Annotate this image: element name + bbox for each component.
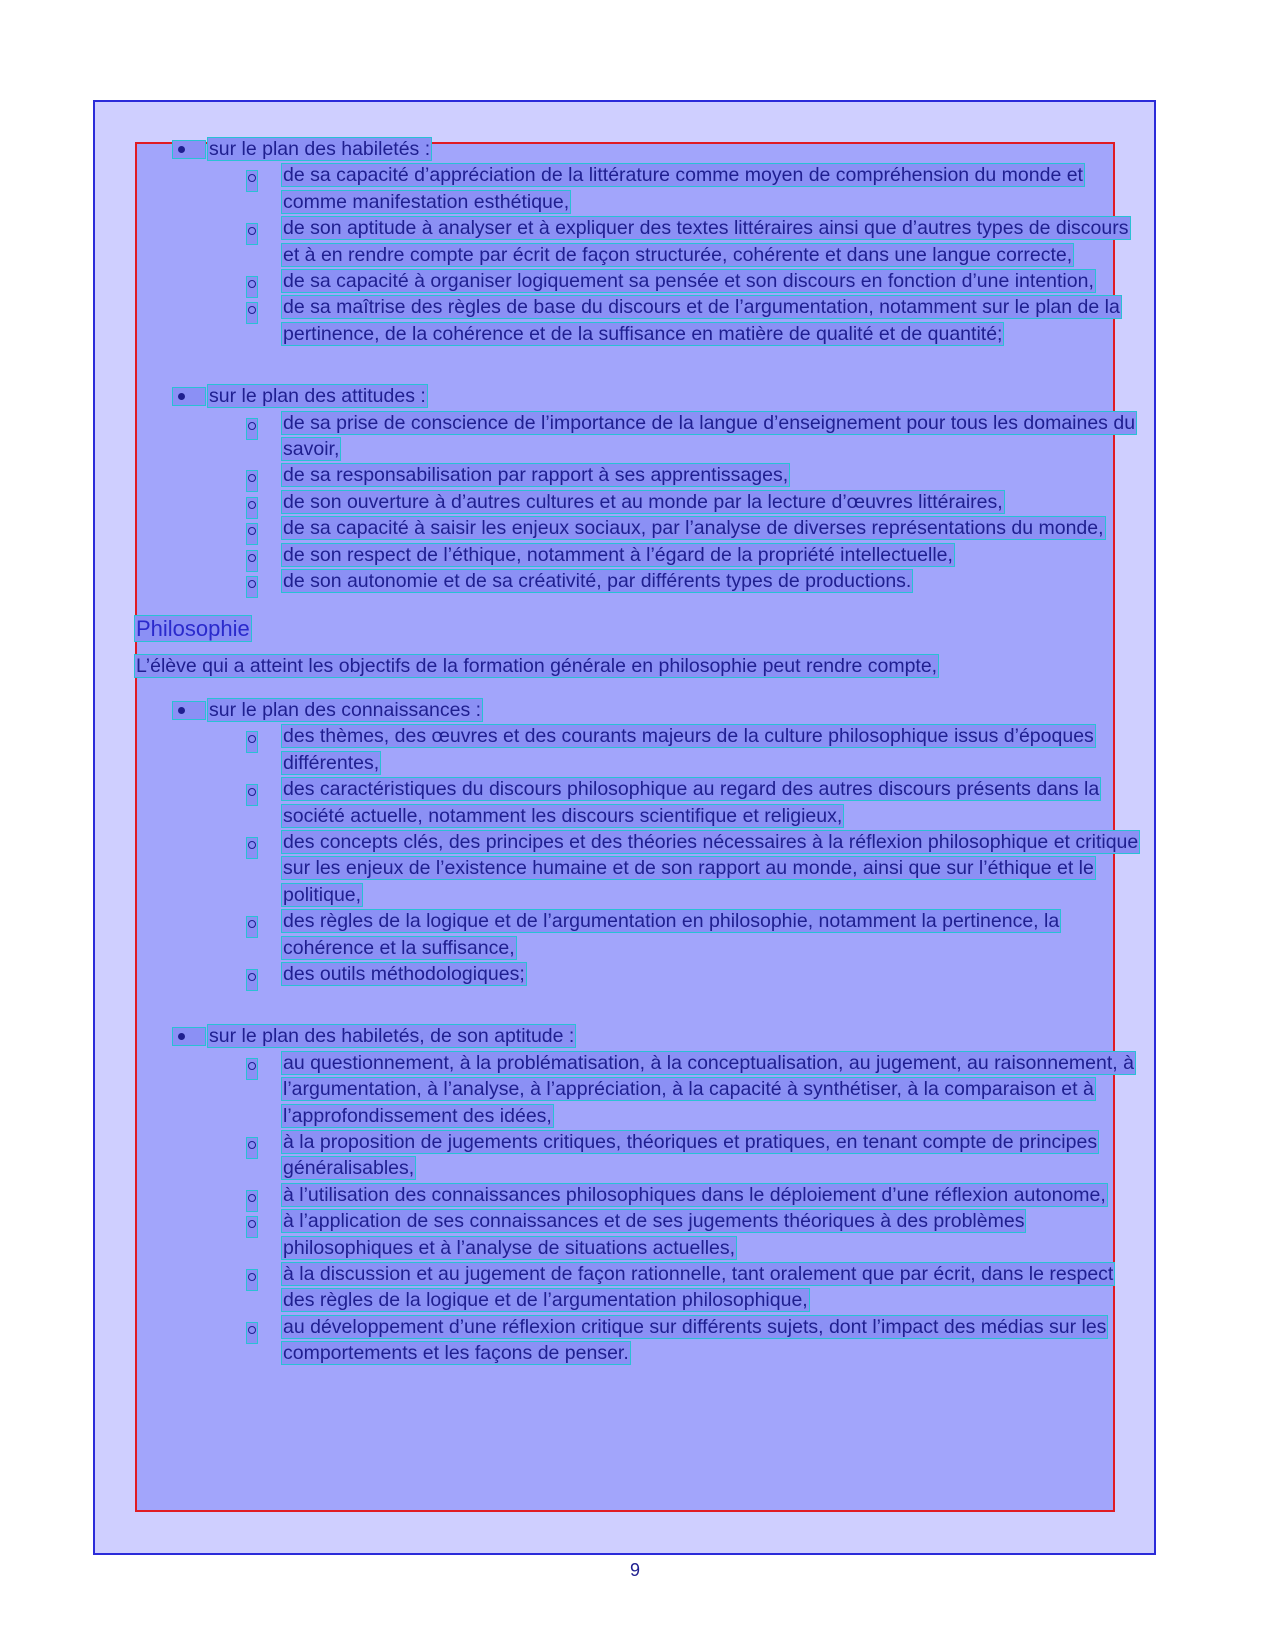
list-item: à l’utilisation des connaissances philosophiques dans le déploiement d’une réflexion autonome, [135, 1182, 1145, 1208]
list-item: à l’application de ses connaissances et de ses jugements théoriques à des problèmes philosophiques et à l’analyse de situations actuelles, [135, 1208, 1145, 1261]
list-item: de son aptitude à analyser et à expliquer des textes littéraires ainsi que d’autres types de discours et à en rendre compte par écrit de façon structurée, cohérente et dans une langue correcte, [135, 215, 1145, 268]
list-item: de son respect de l’éthique, notamment à l’égard de la propriété intellectuelle, [135, 542, 1145, 568]
bullet-icon [173, 1028, 205, 1045]
list-item: de son ouverture à d’autres cultures et au monde par la lecture d’œuvres littéraires, [135, 489, 1145, 515]
circle-bullet-icon [247, 1059, 257, 1079]
list-item: de sa prise de conscience de l’importance de la langue d’enseignement pour tous les domaines du savoir, [135, 410, 1145, 463]
bullet-heading: sur le plan des habiletés, de son aptitude : [209, 1025, 575, 1048]
list-item: de sa maîtrise des règles de base du discours et de l’argumentation, notamment sur le plan de la pertinence, de la cohérence et de la suffisance en matière de qualité et de quantité; [135, 294, 1145, 347]
bullet-habiletes [135, 136, 1145, 162]
list-item: de sa capacité d’appréciation de la littérature comme moyen de compréhension du monde et comme manifestation esthétique, [135, 162, 1145, 215]
list-item: des règles de la logique et de l’argumentation en philosophie, notamment la pertinence, la cohérence et la suffisance, [135, 908, 1145, 961]
bullet-attitudes [135, 383, 1145, 409]
list-item: à la proposition de jugements critiques, théoriques et pratiques, en tenant compte de principes généralisables, [135, 1129, 1145, 1182]
circle-bullet-icon [247, 1217, 257, 1237]
bullet-icon [173, 702, 205, 719]
section-intro: L’élève qui a atteint les objectifs de la formation générale en philosophie peut rendre compte, [136, 654, 938, 677]
list-item: des thèmes, des œuvres et des courants majeurs de la culture philosophique issus d’époques différentes, [135, 723, 1145, 776]
circle-bullet-icon [247, 419, 257, 439]
circle-bullet-icon [247, 1270, 257, 1290]
list-item: de sa responsabilisation par rapport à ses apprentissages, [135, 462, 1145, 488]
circle-bullet-icon [247, 917, 257, 937]
list-item: au développement d’une réflexion critique sur différents sujets, dont l’impact des médias sur les comportements et les façons de penser. [135, 1314, 1145, 1367]
list-item: de sa capacité à organiser logiquement sa pensée et son discours en fonction d’une intention, [135, 268, 1145, 294]
circle-bullet-icon [247, 785, 257, 805]
list-item: des caractéristiques du discours philosophique au regard des autres discours présents dans la société actuelle, notamment les discours scientifique et religieux, [135, 776, 1145, 829]
circle-bullet-icon [247, 1138, 257, 1158]
circle-bullet-icon [247, 577, 257, 597]
circle-bullet-icon [247, 732, 257, 752]
list-item: des concepts clés, des principes et des théories nécessaires à la réflexion philosophique et critique sur les enjeux de l’existence humaine et de son rapport au monde, ainsi que sur l’éthique et le politique, [135, 829, 1145, 908]
circle-bullet-icon [247, 1323, 257, 1343]
bullet-connaissances [135, 697, 1145, 723]
circle-bullet-icon [247, 303, 257, 323]
section-title: Philosophie [136, 615, 250, 641]
list-item: au questionnement, à la problématisation, à la conceptualisation, au jugement, au raisonnement, à l’argumentation, à l’analyse, à l’appréciation, à la capacité à synthétiser, à la comparaison et à l’approfondissement des idées, [135, 1050, 1145, 1129]
bullet-habiletes-aptitude [135, 1023, 1145, 1049]
bullet-icon [173, 141, 205, 158]
circle-bullet-icon [247, 838, 257, 858]
list-item: de son autonomie et de sa créativité, par différents types de productions. [135, 568, 1145, 594]
bullet-heading: sur le plan des habiletés : [209, 138, 431, 160]
list-item: de sa capacité à saisir les enjeux sociaux, par l’analyse de diverses représentations du monde, [135, 515, 1145, 541]
bullet-heading: sur le plan des attitudes : [209, 385, 426, 408]
list-item: des outils méthodologiques; [135, 961, 1145, 987]
circle-bullet-icon [247, 970, 257, 990]
circle-bullet-icon [247, 224, 257, 244]
document-body [135, 136, 1145, 1367]
bullet-heading: sur le plan des connaissances : [209, 698, 482, 721]
circle-bullet-icon [247, 171, 257, 191]
list-item: à la discussion et au jugement de façon rationnelle, tant oralement que par écrit, dans le respect des règles de la logique et de l’argumentation philosophique, [135, 1261, 1145, 1314]
page-number: 9 [630, 1560, 641, 1580]
bullet-icon [173, 388, 205, 405]
